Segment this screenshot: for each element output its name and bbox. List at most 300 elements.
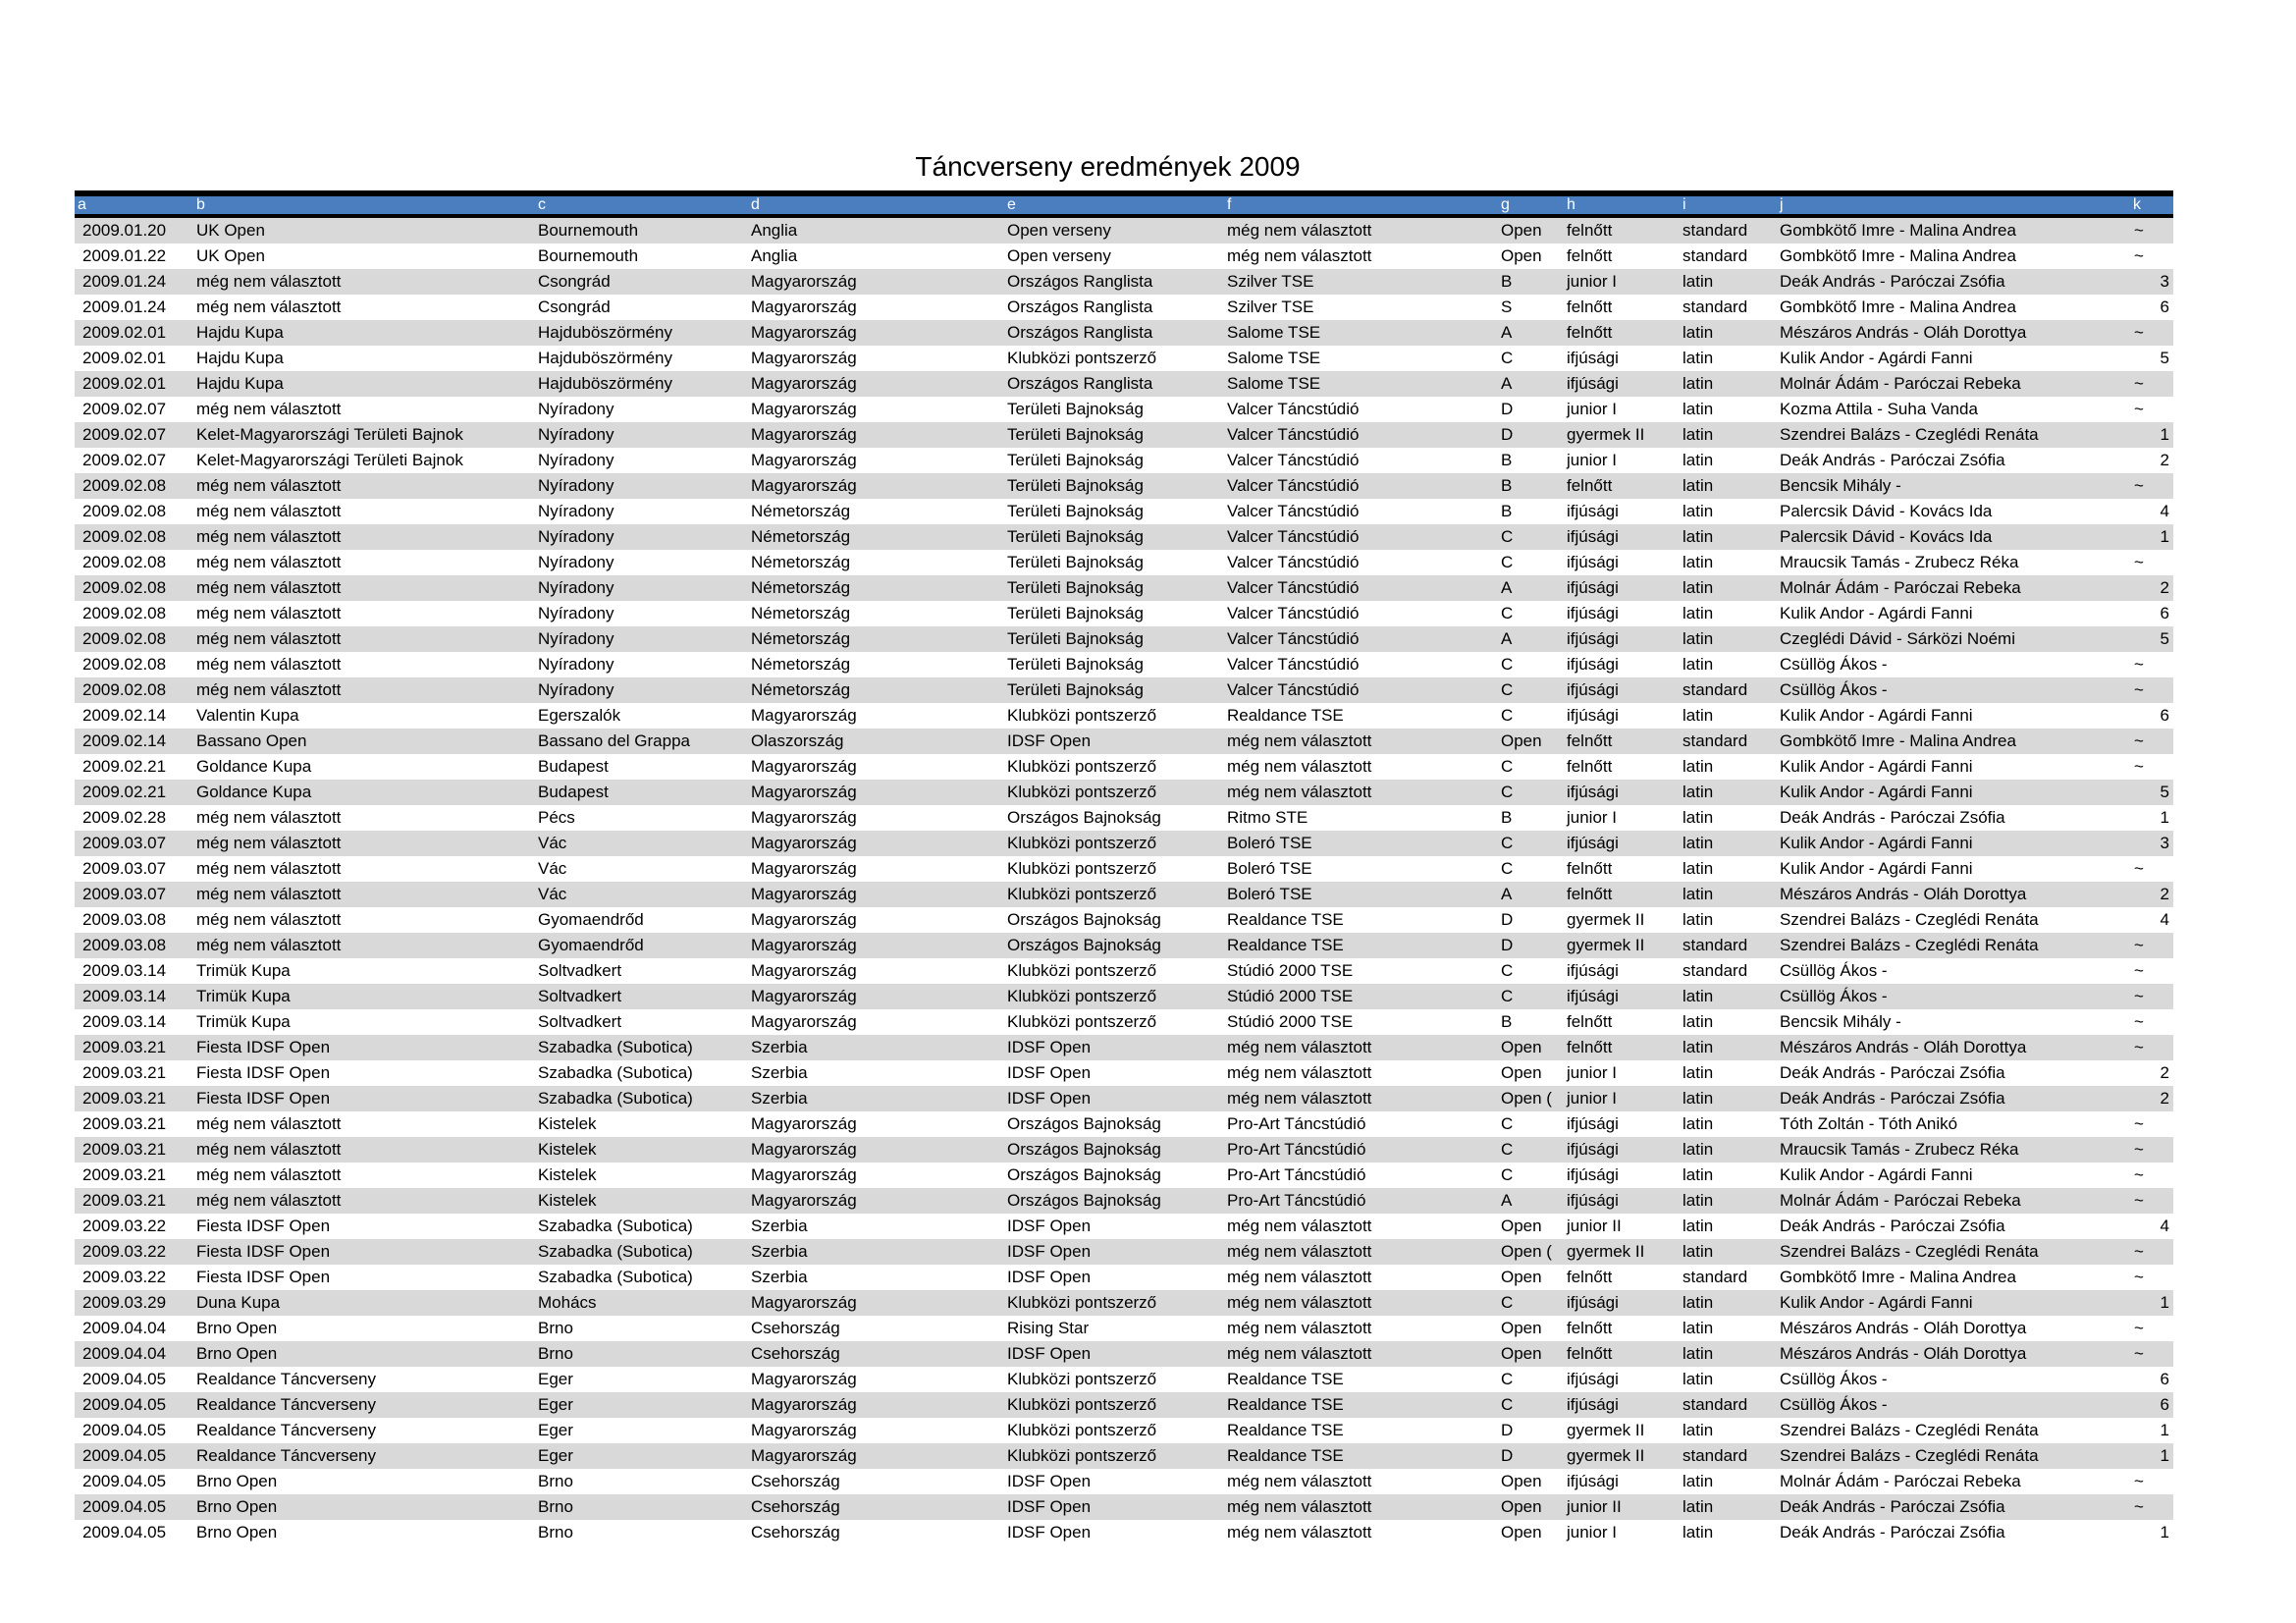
cell-k: 1 <box>2160 527 2169 546</box>
table-row <box>75 882 2173 907</box>
cell-a: 2009.03.14 <box>82 987 167 1005</box>
cell-k: ~ <box>2134 476 2144 495</box>
table-row <box>75 1163 2173 1188</box>
cell-g: B <box>1501 476 1513 495</box>
cell-b: még nem választott <box>196 400 342 418</box>
cell-a: 2009.03.29 <box>82 1293 167 1312</box>
cell-c: Kistelek <box>538 1114 597 1133</box>
cell-f: Valcer Táncstúdió <box>1227 604 1360 622</box>
cell-k: ~ <box>2134 1319 2144 1337</box>
cell-c: Szabadka (Subotica) <box>538 1089 693 1108</box>
cell-e: Klubközi pontszerző <box>1007 1395 1157 1414</box>
cell-b: Fiesta IDSF Open <box>196 1217 331 1235</box>
cell-g: D <box>1501 1421 1514 1439</box>
cell-a: 2009.01.24 <box>82 298 167 316</box>
cell-j: Szendrei Balázs - Czeglédi Renáta <box>1780 910 2039 929</box>
table-row <box>75 1469 2173 1494</box>
cell-d: Magyarország <box>751 757 857 776</box>
cell-h: ifjúsági <box>1567 604 1619 622</box>
cell-j: Gombkötő Imre - Malina Andrea <box>1780 221 2016 240</box>
cell-g: Open <box>1501 1523 1542 1542</box>
cell-i: latin <box>1682 272 1714 291</box>
cell-h: junior I <box>1567 272 1618 291</box>
table-row <box>75 984 2173 1009</box>
cell-e: IDSF Open <box>1007 1344 1092 1363</box>
table-row <box>75 856 2173 882</box>
cell-b: még nem választott <box>196 936 342 954</box>
cell-e: Országos Ranglista <box>1007 272 1153 291</box>
cell-k: 3 <box>2160 834 2169 852</box>
cell-f: még nem választott <box>1227 1242 1372 1261</box>
cell-e: IDSF Open <box>1007 1472 1092 1490</box>
cell-e: Országos Bajnokság <box>1007 1191 1161 1210</box>
cell-h: ifjúsági <box>1567 502 1619 520</box>
table-row <box>75 1137 2173 1163</box>
cell-g: C <box>1501 553 1514 571</box>
cell-j: Palercsik Dávid - Kovács Ida <box>1780 502 1993 520</box>
cell-k: ~ <box>2134 1191 2144 1210</box>
cell-a: 2009.04.05 <box>82 1421 167 1439</box>
cell-e: Országos Ranglista <box>1007 374 1153 393</box>
cell-b: Valentin Kupa <box>196 706 299 725</box>
cell-f: Boleró TSE <box>1227 859 1312 878</box>
cell-d: Anglia <box>751 246 798 265</box>
cell-b: Trimük Kupa <box>196 987 291 1005</box>
cell-f: Stúdió 2000 TSE <box>1227 1012 1354 1031</box>
cell-k: 1 <box>2160 425 2169 444</box>
cell-h: ifjúsági <box>1567 1293 1619 1312</box>
cell-j: Molnár Ádám - Paróczai Rebeka <box>1780 578 2021 597</box>
cell-k: 4 <box>2160 502 2169 520</box>
cell-b: még nem választott <box>196 629 342 648</box>
cell-d: Magyarország <box>751 476 857 495</box>
cell-c: Soltvadkert <box>538 961 622 980</box>
cell-i: latin <box>1682 655 1714 674</box>
table-row <box>75 1443 2173 1469</box>
cell-c: Vác <box>538 834 567 852</box>
cell-h: junior II <box>1567 1217 1622 1235</box>
cell-j: Deák András - Paróczai Zsófia <box>1780 451 2005 469</box>
cell-k: ~ <box>2134 1165 2144 1184</box>
cell-k: ~ <box>2134 757 2144 776</box>
cell-g: D <box>1501 910 1514 929</box>
cell-g: C <box>1501 349 1514 367</box>
cell-b: UK Open <box>196 246 265 265</box>
cell-c: Nyíradony <box>538 502 614 520</box>
cell-a: 2009.01.24 <box>82 272 167 291</box>
cell-b: még nem választott <box>196 834 342 852</box>
cell-c: Hajduböszörmény <box>538 349 673 367</box>
cell-c: Nyíradony <box>538 476 614 495</box>
cell-f: Valcer Táncstúdió <box>1227 400 1360 418</box>
cell-e: Területi Bajnokság <box>1007 629 1144 648</box>
table-row <box>75 626 2173 652</box>
cell-h: gyermek II <box>1567 425 1645 444</box>
cell-h: felnőtt <box>1567 1319 1613 1337</box>
cell-c: Szabadka (Subotica) <box>538 1217 693 1235</box>
cell-g: Open <box>1501 1319 1542 1337</box>
cell-c: Csongrád <box>538 298 611 316</box>
cell-i: standard <box>1682 680 1748 699</box>
cell-e: Klubközi pontszerző <box>1007 961 1157 980</box>
cell-e: IDSF Open <box>1007 1497 1092 1516</box>
cell-f: Realdance TSE <box>1227 1395 1344 1414</box>
cell-h: ifjúsági <box>1567 1140 1619 1159</box>
cell-h: ifjúsági <box>1567 374 1619 393</box>
cell-d: Magyarország <box>751 1191 857 1210</box>
cell-f: még nem választott <box>1227 1268 1372 1286</box>
cell-g: Open <box>1501 221 1542 240</box>
cell-e: Országos Bajnokság <box>1007 936 1161 954</box>
cell-k: ~ <box>2134 731 2144 750</box>
cell-i: latin <box>1682 1191 1714 1210</box>
cell-h: ifjúsági <box>1567 1395 1619 1414</box>
cell-k: 6 <box>2160 1370 2169 1388</box>
cell-f: Pro-Art Táncstúdió <box>1227 1140 1366 1159</box>
table-row <box>75 1086 2173 1111</box>
cell-a: 2009.03.21 <box>82 1140 167 1159</box>
cell-f: Realdance TSE <box>1227 1446 1344 1465</box>
cell-f: Valcer Táncstúdió <box>1227 578 1360 597</box>
cell-b: még nem választott <box>196 885 342 903</box>
cell-i: latin <box>1682 451 1714 469</box>
cell-e: Területi Bajnokság <box>1007 476 1144 495</box>
cell-a: 2009.04.04 <box>82 1319 167 1337</box>
cell-g: C <box>1501 604 1514 622</box>
cell-d: Magyarország <box>751 859 857 878</box>
cell-d: Magyarország <box>751 1140 857 1159</box>
cell-h: felnőtt <box>1567 885 1613 903</box>
cell-b: Realdance Táncverseny <box>196 1395 377 1414</box>
cell-i: latin <box>1682 859 1714 878</box>
table-row <box>75 397 2173 422</box>
cell-b: Fiesta IDSF Open <box>196 1242 331 1261</box>
cell-j: Csüllög Ákos - <box>1780 1370 1888 1388</box>
cell-k: ~ <box>2134 1012 2144 1031</box>
cell-h: felnőtt <box>1567 859 1613 878</box>
cell-k: ~ <box>2134 400 2144 418</box>
cell-f: még nem választott <box>1227 1344 1372 1363</box>
cell-j: Mészáros András - Oláh Dorottya <box>1780 1344 2027 1363</box>
cell-e: Klubközi pontszerző <box>1007 1293 1157 1312</box>
table-row <box>75 448 2173 473</box>
cell-e: Területi Bajnokság <box>1007 451 1144 469</box>
cell-i: latin <box>1682 502 1714 520</box>
cell-h: junior I <box>1567 451 1618 469</box>
column-header-e: e <box>1004 193 1224 216</box>
cell-g: D <box>1501 425 1514 444</box>
cell-f: Stúdió 2000 TSE <box>1227 961 1354 980</box>
cell-f: még nem választott <box>1227 221 1372 240</box>
cell-c: Kistelek <box>538 1191 597 1210</box>
cell-g: C <box>1501 757 1514 776</box>
cell-d: Szerbia <box>751 1089 808 1108</box>
cell-c: Hajduböszörmény <box>538 323 673 342</box>
cell-h: ifjúsági <box>1567 1191 1619 1210</box>
cell-j: Szendrei Balázs - Czeglédi Renáta <box>1780 1446 2039 1465</box>
table-row <box>75 652 2173 677</box>
cell-k: 1 <box>2160 1293 2169 1312</box>
cell-h: felnőtt <box>1567 1344 1613 1363</box>
cell-h: junior I <box>1567 808 1618 827</box>
cell-f: Valcer Táncstúdió <box>1227 451 1360 469</box>
table-row <box>75 1494 2173 1520</box>
cell-a: 2009.01.20 <box>82 221 167 240</box>
cell-e: Területi Bajnokság <box>1007 578 1144 597</box>
cell-h: ifjúsági <box>1567 629 1619 648</box>
column-header-d: d <box>748 193 1004 216</box>
cell-c: Brno <box>538 1319 573 1337</box>
cell-k: ~ <box>2134 1472 2144 1490</box>
cell-a: 2009.02.01 <box>82 323 167 342</box>
cell-e: Klubközi pontszerző <box>1007 757 1157 776</box>
table-row <box>75 346 2173 371</box>
cell-k: 6 <box>2160 1395 2169 1414</box>
column-header-c: c <box>535 193 748 216</box>
cell-i: latin <box>1682 323 1714 342</box>
cell-j: Szendrei Balázs - Czeglédi Renáta <box>1780 1242 2039 1261</box>
results-table-header <box>75 193 2173 216</box>
table-row <box>75 216 2173 243</box>
cell-d: Anglia <box>751 221 798 240</box>
cell-g: C <box>1501 1395 1514 1414</box>
cell-a: 2009.02.08 <box>82 578 167 597</box>
cell-h: ifjúsági <box>1567 1370 1619 1388</box>
column-header-a: a <box>75 193 193 216</box>
cell-e: Klubközi pontszerző <box>1007 1012 1157 1031</box>
cell-i: latin <box>1682 783 1714 801</box>
cell-e: Területi Bajnokság <box>1007 502 1144 520</box>
cell-b: Bassano Open <box>196 731 307 750</box>
cell-b: még nem választott <box>196 808 342 827</box>
cell-b: Kelet-Magyarországi Területi Bajnok <box>196 425 463 444</box>
cell-g: C <box>1501 706 1514 725</box>
cell-a: 2009.03.07 <box>82 834 167 852</box>
cell-e: Területi Bajnokság <box>1007 527 1144 546</box>
cell-c: Bournemouth <box>538 221 639 240</box>
cell-h: ifjúsági <box>1567 553 1619 571</box>
cell-f: még nem választott <box>1227 1497 1372 1516</box>
cell-a: 2009.03.07 <box>82 885 167 903</box>
cell-h: ifjúsági <box>1567 1165 1619 1184</box>
cell-k: ~ <box>2134 323 2144 342</box>
cell-f: Salome TSE <box>1227 349 1321 367</box>
cell-g: Open <box>1501 731 1542 750</box>
table-row <box>75 1188 2173 1214</box>
cell-f: Salome TSE <box>1227 323 1321 342</box>
cell-g: B <box>1501 808 1513 827</box>
cell-i: latin <box>1682 1063 1714 1082</box>
cell-d: Csehország <box>751 1472 840 1490</box>
cell-h: felnőtt <box>1567 476 1613 495</box>
cell-c: Hajduböszörmény <box>538 374 673 393</box>
cell-i: latin <box>1682 604 1714 622</box>
cell-g: Open <box>1501 1497 1542 1516</box>
cell-c: Brno <box>538 1497 573 1516</box>
cell-k: ~ <box>2134 553 2144 571</box>
cell-h: ifjúsági <box>1567 527 1619 546</box>
cell-i: latin <box>1682 1344 1714 1363</box>
cell-g: Open <box>1501 246 1542 265</box>
cell-j: Kozma Attila - Suha Vanda <box>1780 400 1978 418</box>
cell-e: IDSF Open <box>1007 1063 1092 1082</box>
cell-e: Területi Bajnokság <box>1007 604 1144 622</box>
cell-j: Deák András - Paróczai Zsófia <box>1780 1497 2005 1516</box>
cell-f: Realdance TSE <box>1227 910 1344 929</box>
cell-b: Kelet-Magyarországi Területi Bajnok <box>196 451 463 469</box>
cell-f: Valcer Táncstúdió <box>1227 629 1360 648</box>
cell-f: Stúdió 2000 TSE <box>1227 987 1354 1005</box>
page-title: Táncverseny eredmények 2009 <box>915 151 1301 182</box>
cell-f: még nem választott <box>1227 1319 1372 1337</box>
cell-g: C <box>1501 783 1514 801</box>
cell-d: Magyarország <box>751 1370 857 1388</box>
cell-a: 2009.02.08 <box>82 655 167 674</box>
cell-e: Klubközi pontszerző <box>1007 885 1157 903</box>
cell-a: 2009.04.05 <box>82 1523 167 1542</box>
cell-e: Területi Bajnokság <box>1007 400 1144 418</box>
cell-j: Deák András - Paróczai Zsófia <box>1780 272 2005 291</box>
cell-b: Hajdu Kupa <box>196 349 284 367</box>
cell-h: felnőtt <box>1567 757 1613 776</box>
cell-h: felnőtt <box>1567 298 1613 316</box>
cell-k: ~ <box>2134 1344 2144 1363</box>
cell-d: Magyarország <box>751 808 857 827</box>
cell-i: latin <box>1682 1089 1714 1108</box>
table-row <box>75 933 2173 958</box>
cell-i: latin <box>1682 910 1714 929</box>
cell-a: 2009.02.07 <box>82 451 167 469</box>
cell-a: 2009.02.08 <box>82 476 167 495</box>
cell-a: 2009.02.14 <box>82 706 167 725</box>
cell-d: Magyarország <box>751 1421 857 1439</box>
cell-k: 2 <box>2160 578 2169 597</box>
cell-b: még nem választott <box>196 527 342 546</box>
cell-c: Nyíradony <box>538 451 614 469</box>
cell-k: 1 <box>2160 808 2169 827</box>
cell-k: ~ <box>2134 246 2144 265</box>
cell-c: Vác <box>538 859 567 878</box>
cell-h: ifjúsági <box>1567 1114 1619 1133</box>
cell-j: Kulik Andor - Agárdi Fanni <box>1780 349 1973 367</box>
cell-b: még nem választott <box>196 298 342 316</box>
cell-g: Open <box>1501 1063 1542 1082</box>
cell-g: B <box>1501 451 1513 469</box>
cell-f: Realdance TSE <box>1227 936 1344 954</box>
cell-e: IDSF Open <box>1007 1038 1092 1056</box>
column-header-b: b <box>193 193 535 216</box>
cell-j: Szendrei Balázs - Czeglédi Renáta <box>1780 425 2039 444</box>
cell-f: még nem választott <box>1227 1038 1372 1056</box>
cell-h: ifjúsági <box>1567 680 1619 699</box>
cell-j: Kulik Andor - Agárdi Fanni <box>1780 834 1973 852</box>
cell-e: IDSF Open <box>1007 1523 1092 1542</box>
cell-a: 2009.02.21 <box>82 757 167 776</box>
cell-j: Gombkötő Imre - Malina Andrea <box>1780 1268 2016 1286</box>
column-header-j: j <box>1777 193 2130 216</box>
cell-e: Open verseny <box>1007 221 1111 240</box>
cell-a: 2009.01.22 <box>82 246 167 265</box>
cell-h: ifjúsági <box>1567 834 1619 852</box>
cell-f: Pro-Art Táncstúdió <box>1227 1191 1366 1210</box>
cell-i: latin <box>1682 553 1714 571</box>
cell-g: A <box>1501 885 1513 903</box>
cell-h: felnőtt <box>1567 323 1613 342</box>
results-table <box>75 190 2173 1545</box>
cell-k: 2 <box>2160 1063 2169 1082</box>
cell-g: Open <box>1501 1217 1542 1235</box>
cell-e: IDSF Open <box>1007 1089 1092 1108</box>
table-row <box>75 729 2173 754</box>
cell-a: 2009.03.21 <box>82 1089 167 1108</box>
cell-i: latin <box>1682 1421 1714 1439</box>
cell-j: Mészáros András - Oláh Dorottya <box>1780 885 2027 903</box>
table-row <box>75 371 2173 397</box>
cell-b: Brno Open <box>196 1472 278 1490</box>
cell-e: Klubközi pontszerző <box>1007 1446 1157 1465</box>
cell-i: latin <box>1682 1293 1714 1312</box>
cell-a: 2009.02.08 <box>82 629 167 648</box>
cell-j: Deák András - Paróczai Zsófia <box>1780 1063 2005 1082</box>
cell-d: Németország <box>751 578 851 597</box>
cell-j: Kulik Andor - Agárdi Fanni <box>1780 604 1973 622</box>
cell-h: felnőtt <box>1567 1038 1613 1056</box>
cell-j: Bencsik Mihály - <box>1780 1012 1901 1031</box>
cell-g: C <box>1501 527 1514 546</box>
cell-b: Trimük Kupa <box>196 1012 291 1031</box>
cell-b: Duna Kupa <box>196 1293 281 1312</box>
cell-c: Brno <box>538 1523 573 1542</box>
cell-f: Valcer Táncstúdió <box>1227 425 1360 444</box>
cell-f: még nem választott <box>1227 1063 1372 1082</box>
cell-g: A <box>1501 578 1513 597</box>
cell-a: 2009.02.08 <box>82 527 167 546</box>
cell-b: Goldance Kupa <box>196 757 312 776</box>
cell-i: latin <box>1682 1038 1714 1056</box>
cell-g: A <box>1501 629 1513 648</box>
cell-i: latin <box>1682 1242 1714 1261</box>
cell-h: felnőtt <box>1567 731 1613 750</box>
table-row <box>75 1035 2173 1060</box>
cell-j: Deák András - Paróczai Zsófia <box>1780 1523 2005 1542</box>
cell-b: még nem választott <box>196 655 342 674</box>
cell-i: standard <box>1682 246 1748 265</box>
cell-f: még nem választott <box>1227 1472 1372 1490</box>
cell-i: latin <box>1682 527 1714 546</box>
cell-b: még nem választott <box>196 553 342 571</box>
cell-j: Gombkötő Imre - Malina Andrea <box>1780 298 2016 316</box>
cell-i: standard <box>1682 1395 1748 1414</box>
table-row <box>75 754 2173 780</box>
column-header-f: f <box>1224 193 1498 216</box>
table-row <box>75 1060 2173 1086</box>
cell-h: junior I <box>1567 1063 1618 1082</box>
cell-f: Realdance TSE <box>1227 706 1344 725</box>
cell-k: 4 <box>2160 910 2169 929</box>
table-row <box>75 1239 2173 1265</box>
cell-a: 2009.03.21 <box>82 1038 167 1056</box>
cell-d: Szerbia <box>751 1063 808 1082</box>
cell-f: Realdance TSE <box>1227 1370 1344 1388</box>
cell-k: ~ <box>2134 1140 2144 1159</box>
cell-e: Országos Bajnokság <box>1007 1114 1161 1133</box>
cell-b: még nem választott <box>196 476 342 495</box>
cell-d: Németország <box>751 655 851 674</box>
cell-e: Országos Ranglista <box>1007 298 1153 316</box>
cell-b: még nem választott <box>196 578 342 597</box>
cell-a: 2009.02.08 <box>82 604 167 622</box>
cell-c: Nyíradony <box>538 655 614 674</box>
